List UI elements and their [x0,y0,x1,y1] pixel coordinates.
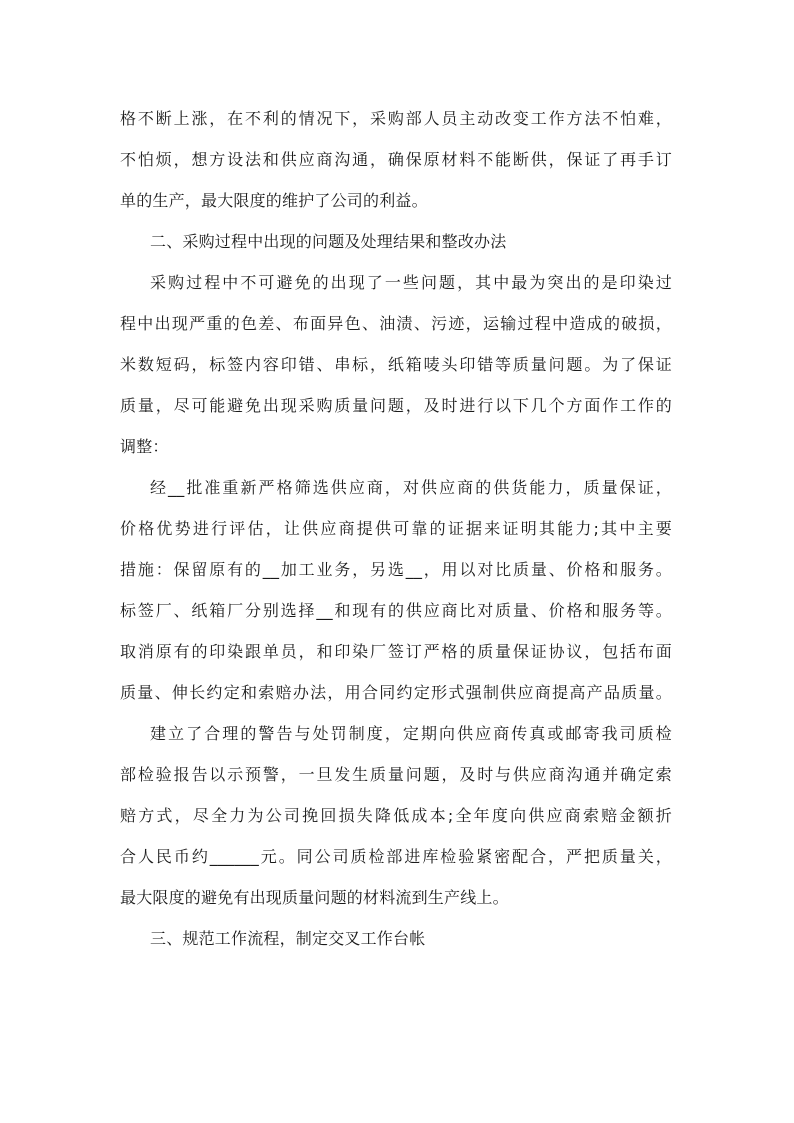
section-heading: 三、规范工作流程，制定交叉工作台帐 [150,929,426,948]
paragraph-line: 不怕烦，想方设法和供应商沟通，确保原材料不能断供，保证了再手订 [120,150,672,169]
paragraph-line: 程中出现严重的色差、布面异色、油渍、污迹，运输过程中造成的破损， [120,314,672,333]
paragraph-line: 质量、伸长约定和索赔办法，用合同约定形式强制供应商提高产品质量。 [120,683,672,702]
paragraph-line: 措施：保留原有的__加工业务，另选__，用以对比质量、价格和服务。 [120,560,672,579]
paragraph-line: 部检验报告以示预警，一旦发生质量问题，及时与供应商沟通并确定索 [120,765,672,784]
paragraph-line: 经__批准重新严格筛选供应商，对供应商的供货能力，质量保证， [150,478,672,497]
paragraph-line: 调整： [120,437,169,456]
paragraph-line: 单的生产，最大限度的维护了公司的利益。 [120,191,428,210]
paragraph-line: 标签厂、纸箱厂分别选择__和现有的供应商比对质量、价格和服务等。 [120,601,672,620]
document-body [120,98,672,959]
paragraph-line: 合人民币约______元。同公司质检部进库检验紧密配合，严把质量关， [120,847,672,866]
section-heading: 二、采购过程中出现的问题及处理结果和整改办法 [150,232,507,251]
paragraph-line: 格不断上涨，在不利的情况下，采购部人员主动改变工作方法不怕难， [120,109,672,128]
paragraph-line: 质量，尽可能避免出现采购质量问题，及时进行以下几个方面作工作的 [120,396,672,415]
paragraph-line: 赔方式，尽全力为公司挽回损失降低成本;全年度向供应商索赔金额折 [120,806,672,825]
paragraph-line: 采购过程中不可避免的出现了一些问题，其中最为突出的是印染过 [150,273,672,292]
paragraph-line: 建立了合理的警告与处罚制度，定期向供应商传真或邮寄我司质检 [150,724,672,743]
paragraph-line: 价格优势进行评估，让供应商提供可靠的证据来证明其能力;其中主要 [120,519,672,538]
paragraph-line: 取消原有的印染跟单员，和印染厂签订严格的质量保证协议，包括布面 [120,642,672,661]
paragraph-line: 米数短码，标签内容印错、串标，纸箱唛头印错等质量问题。为了保证 [120,355,672,374]
paragraph-line: 最大限度的避免有出现质量问题的材料流到生产线上。 [120,888,509,907]
